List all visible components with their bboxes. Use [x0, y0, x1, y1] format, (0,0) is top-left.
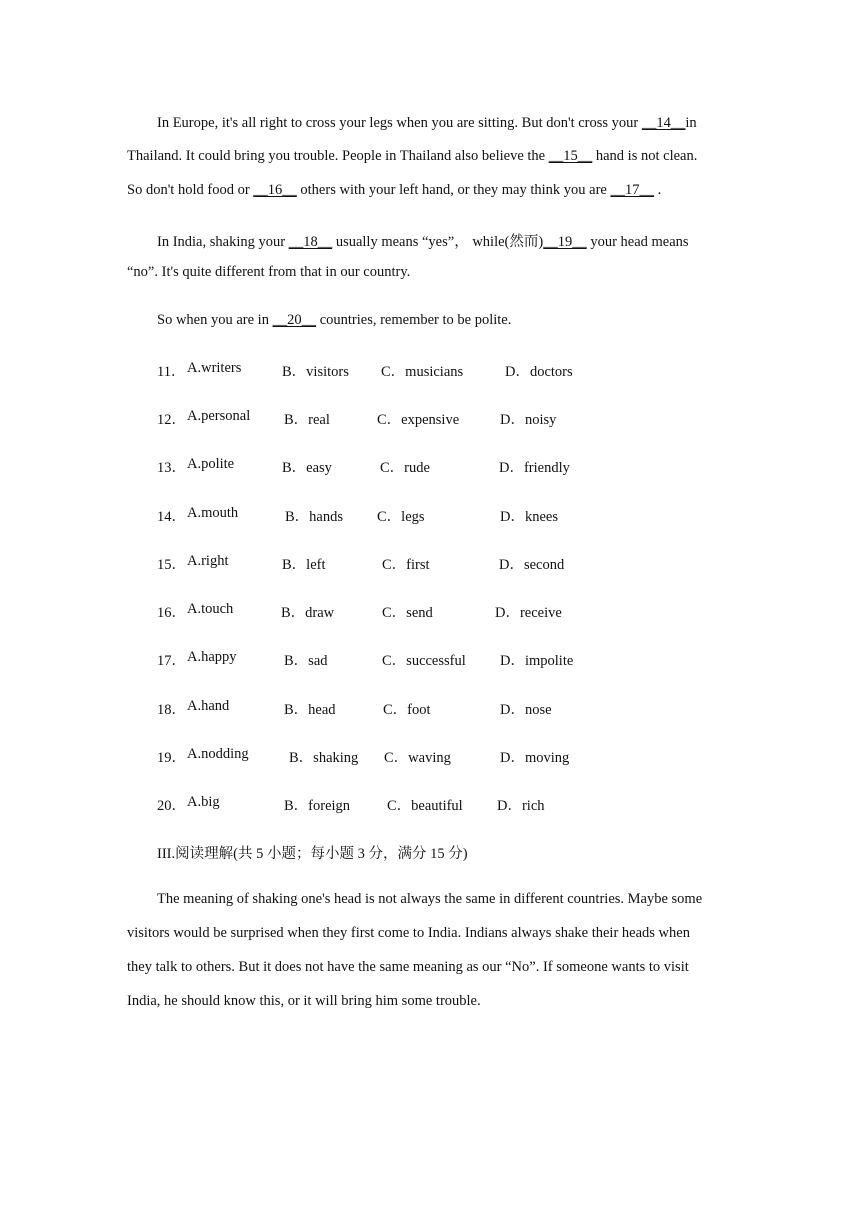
text: countries, remember to be polite. — [316, 312, 512, 328]
option-d: D．rich — [497, 798, 545, 814]
option-b: B．real — [284, 412, 330, 428]
option-c: C．musicians — [381, 364, 464, 380]
question-number: 18． — [157, 702, 186, 718]
option-d: D．moving — [500, 750, 570, 766]
option-c: C．first — [382, 557, 430, 573]
text: others with your left hand, or they may think you are — [296, 182, 611, 198]
reading-line-1: The meaning of shaking one's head is not always the same in different countries. Maybe some — [157, 891, 703, 907]
option-c: C．send — [382, 605, 433, 621]
text: . — [653, 182, 662, 198]
option-a: A.happy — [187, 649, 237, 665]
blank-15: __15__ — [548, 148, 593, 164]
question-number: 11． — [157, 364, 186, 380]
question-number: 17． — [157, 653, 186, 669]
option-d: D．doctors — [505, 364, 573, 380]
question-number: 19． — [157, 750, 186, 766]
option-b: B．shaking — [289, 750, 359, 766]
option-d: D．nose — [500, 702, 552, 718]
option-b: B．hands — [285, 509, 343, 525]
text: So when you are in — [157, 312, 273, 328]
blank-19: __19__ — [543, 234, 587, 250]
text: in — [685, 115, 697, 131]
option-b: B．draw — [281, 605, 335, 621]
option-b: B．easy — [282, 460, 332, 476]
question-number: 15． — [157, 557, 186, 573]
text: usually means “yes”， while(然而) — [332, 234, 544, 250]
option-c: C．foot — [383, 702, 431, 718]
option-c: C．legs — [377, 509, 425, 525]
passage2-line-1 — [127, 230, 689, 251]
blank-17: __17__ — [610, 182, 654, 198]
option-a: A.big — [187, 794, 220, 810]
option-c: C．beautiful — [387, 798, 463, 814]
option-a: A.right — [187, 553, 229, 569]
blank-18: __18__ — [288, 234, 333, 250]
option-c: C．expensive — [377, 412, 460, 428]
option-d: D．second — [499, 557, 565, 573]
option-b: B．head — [284, 702, 336, 718]
question-number: 20． — [157, 798, 186, 814]
passage3-line — [127, 312, 511, 329]
option-b: B．sad — [284, 653, 328, 669]
text: “no”. It's quite different from that in our country. — [127, 264, 411, 280]
question-number: 14． — [157, 509, 186, 525]
text: your head means — [586, 234, 689, 250]
option-a: A.touch — [187, 601, 234, 617]
option-d: D．knees — [500, 509, 558, 525]
passage1-line-2 — [127, 148, 697, 165]
option-d: D．receive — [495, 605, 562, 621]
option-c: C．successful — [382, 653, 466, 669]
question-number: 12． — [157, 412, 186, 428]
reading-line-2: visitors would be surprised when they first come to India. Indians always shake their heads when — [127, 925, 690, 941]
option-a: A.personal — [187, 408, 251, 424]
option-a: A.nodding — [187, 746, 249, 762]
question-number: 16． — [157, 605, 186, 621]
option-a: A.writers — [187, 360, 242, 376]
blank-16: __16__ — [253, 182, 297, 198]
option-a: A.hand — [187, 698, 230, 714]
blank-20: __20__ — [272, 312, 317, 328]
text: So don't hold food or — [127, 182, 254, 198]
option-b: B．left — [282, 557, 326, 573]
passage1-line-1 — [127, 115, 697, 132]
option-c: C．waving — [384, 750, 451, 766]
text: In India, shaking your — [157, 234, 289, 250]
section-heading: III.阅读理解(共 5 小题；每小题 3 分，满分 15 分) — [157, 846, 468, 862]
reading-line-3: they talk to others. But it does not have the same meaning as our “No”. If someone wants to visit — [127, 959, 689, 975]
option-d: D．noisy — [500, 412, 557, 428]
option-b: B．foreign — [284, 798, 351, 814]
option-a: A.mouth — [187, 505, 239, 521]
option-c: C．rude — [380, 460, 430, 476]
text: In Europe, it's all right to cross your legs when you are sitting. But don't cross your — [157, 115, 642, 131]
option-d: D．impolite — [500, 653, 574, 669]
question-number: 13． — [157, 460, 186, 476]
option-a: A.polite — [187, 456, 235, 472]
option-d: D．friendly — [499, 460, 570, 476]
text: Thailand. It could bring you trouble. People in Thailand also believe the — [127, 148, 549, 164]
option-b: B．visitors — [282, 364, 349, 380]
reading-line-4: India, he should know this, or it will bring him some trouble. — [127, 993, 481, 1009]
passage1-line-3 — [127, 182, 661, 199]
passage2-line-2 — [127, 264, 410, 281]
text: hand is not clean. — [592, 148, 698, 164]
blank-14: __14__ — [641, 115, 686, 131]
